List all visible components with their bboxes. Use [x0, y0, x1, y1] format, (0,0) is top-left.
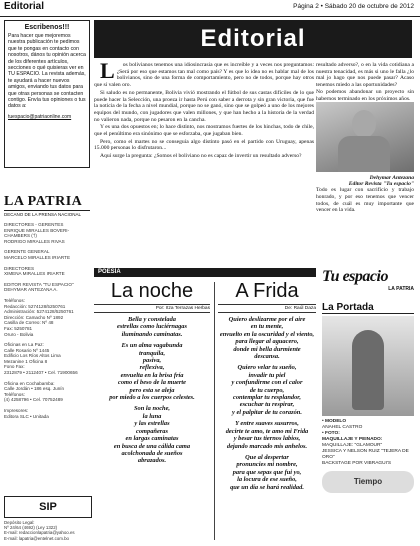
staff-line: Dirección: Camacho Nº 1892 — [4, 314, 64, 320]
poem-line: acolchonada de sueños — [121, 449, 183, 457]
poem-line: para que sepas que fui yo, — [232, 468, 302, 476]
section-title: Editorial — [4, 1, 45, 12]
poem-line: y confundirme con el calor — [231, 379, 303, 387]
poem-line: iluminando caminatas. — [121, 330, 183, 338]
photo-body-shape — [338, 136, 390, 172]
poem-line: como el beso de la muerte — [118, 379, 186, 387]
poem-line: abrazados. — [137, 457, 167, 465]
poem-line: Que al despertar — [245, 453, 289, 461]
staff-line: Teléfonos: — [4, 391, 25, 397]
poem-line: invadir tu piel — [248, 371, 286, 379]
staff-line: (4) 4258796 • Cel. 70752489 — [4, 397, 63, 403]
contact-box-title: Escribenos!!! — [24, 24, 70, 31]
poem-line: pasiva, — [142, 357, 162, 365]
sidebar — [4, 20, 90, 168]
staff-line: MARCELO MIRALLES IRIARTE — [4, 254, 71, 260]
editorial-article — [94, 62, 314, 262]
staff-list — [4, 222, 90, 492]
credit-line: • FOTO: — [322, 431, 340, 436]
staff-line: DIRECTORES - GERENTES — [4, 222, 64, 227]
poem-title: A Frida — [235, 280, 299, 302]
logo-title: LA PATRIA — [4, 194, 90, 211]
cover-credits — [322, 419, 414, 467]
poem-line: compañeras — [136, 427, 168, 435]
poem-title: La noche — [110, 280, 194, 302]
staff-line: Impresores: — [4, 408, 29, 414]
page-date: Página 2 • Sábado 20 de octubre de 2012 — [293, 3, 414, 10]
editor-photo — [316, 102, 414, 172]
brand-title: Tu espacio — [322, 268, 388, 285]
column-divider — [214, 282, 215, 540]
poem-lines — [94, 316, 210, 465]
staff-line: Teléfonos: — [4, 297, 25, 303]
article-paragraph: Si saludo es no permanente, Bolivia vivió mostrando el fútbol de sus castas difíciles de lo que puede hacer la Selección, una proeza ir hasta Perú con saber a derrota y sin gran victoria, que fue la noticia de la fecha a nivel mundial, porque no se ganó, sino que se golpeó a uno de los mejores equipos del mundo, con jugadores que valen millones, y que han hecho a la historia de la verdad no valieron nada, porque no pesaron en la cancha. — [94, 89, 314, 123]
staff-line: Oficinas en La Paz: — [4, 342, 44, 348]
staff-line: Administración: 5274128/5250761 — [4, 309, 74, 315]
poem-line: en tu mente, — [250, 323, 284, 331]
poem-line: por miedo a los cuerpos celestes. — [109, 394, 195, 402]
contact-box-text: Para hacer que mejoremos nuestra publicación te pedimos que te pongas en contacto con nosotros, dános tu opinión acerca de los diferentes artículos, secciones o qué quisieras ver en TU ESPACIO. La revista además, te ayudará a hacer nuevos amigos, enviando tus datos para que otras personas se contacten contigo. Envía tus opiniones o tus datos a: — [8, 33, 86, 110]
poem-line: que un día se hará realidad. — [230, 483, 304, 491]
cover-photo — [322, 316, 414, 416]
staff-line: XIMENA MIRALLES IRIARTE — [4, 271, 65, 277]
poem-line: decirte te amo, te amo mi Frida — [225, 427, 309, 435]
staff-line: GERENTE GENERAL — [4, 249, 50, 255]
staff-line: Edificio Los Ríos Altos Lima — [4, 353, 61, 359]
staff-line: Casilla de Correo: Nº 48 — [4, 320, 54, 326]
cover-model-shape — [352, 330, 384, 410]
credit-line: MAQUILLAJE Y PEINADO: — [322, 437, 383, 442]
poem-line: de tu cuerpo, — [249, 386, 285, 394]
poem-line: en largas caminatas — [125, 435, 179, 443]
poem-line: estrellas como luciérnagas — [117, 323, 187, 331]
footer-email-link[interactable]: E-mail: lapatria@entelnet.com.bo — [4, 535, 69, 541]
poem-line: Quiero deslizarme por el aire — [228, 316, 306, 323]
poetry-section-bar: POESÍA — [94, 268, 316, 277]
poem-line: y el palpitar de tu corazón. — [232, 408, 302, 416]
staff-line: Calle Rosario Nº 1445 — [4, 347, 50, 353]
staff-line: Mezanine 1 Oficina 8 — [4, 358, 48, 364]
staff-line: Calle Jordán • 186 esq. Junín — [4, 386, 65, 392]
staff-line: 2312879 • 2112407 • Cel. 71900656 — [4, 370, 78, 376]
staff-line: Oruro - Bolivia — [4, 331, 34, 337]
poem-line: en busca de una cálida cama — [113, 442, 191, 450]
article-paragraph: resultado adverso?, o en la vida cotidiana a nuestra tenacidad, es más si uno le falla ¿lo mal jo hago que nos puede pasar? Acaso tenemos miedo a las oportunidades? — [316, 62, 414, 89]
poem-a-frida — [218, 280, 316, 542]
staff-line: Redacción: 5274128/5250761 — [4, 303, 66, 309]
sip-logo: SIP — [4, 496, 92, 518]
newspaper-logo — [4, 194, 90, 217]
photo-head-shape — [352, 110, 376, 138]
staff-line: Editora SLC • Unitada — [4, 413, 49, 419]
staff-line: DIRECTORES — [4, 265, 35, 271]
poem-line: pronuncies mi nombre, — [236, 461, 298, 469]
legal-footer — [4, 520, 90, 541]
poem-byline: Por: Itza Terrazas Herbas — [94, 304, 210, 313]
poem-line: envuelta en la brisa fría — [120, 371, 184, 379]
photo-caption-name: Dehymar Antezana — [369, 175, 414, 182]
poem-line: Bella y constelada — [128, 316, 176, 323]
article-paragraph: Aquí surge la pregunta: ¿Somos el boliviano no es capaz de invertir un resultado adverso? — [100, 153, 302, 160]
drop-cap: L — [100, 62, 115, 83]
poem-line: Quiero velar tu sueño, — [237, 364, 297, 372]
editorial-banner — [94, 20, 412, 58]
staff-line: Oficina en Cochabamba: — [4, 380, 55, 386]
page-header — [0, 0, 420, 17]
credit-line: JESSICA Y NELSON RUIZ "TEJERA DE ORO" — [322, 449, 409, 460]
poem-line: escuchar tu respirar, — [239, 401, 295, 409]
poem-byline: De: Raúl Daza — [218, 304, 316, 313]
contact-box — [4, 20, 90, 168]
footer-email-link[interactable]: E-mail: redaccionlapatria@yahoo.es — [4, 530, 75, 536]
poem-line: descansa. — [254, 353, 280, 361]
credit-line: MAQUILLAJE: "GLAMOUR" — [322, 443, 383, 448]
logo-subtitle: DECANO DE LA PRENSA NACIONAL — [4, 212, 82, 217]
cover-section — [322, 302, 414, 493]
poem-line: Y entre suaves susurros, — [235, 420, 299, 428]
poem-line: para llegar al aguacero, — [235, 338, 299, 346]
credit-line: ANAHEL CASTRO — [322, 425, 363, 430]
staff-line: Fono Fax: — [4, 364, 25, 370]
poem-line: y besar tus tiernos labios, — [233, 435, 301, 443]
credit-line: BACKSTAGE POR VIBRAGUI'S — [322, 461, 392, 466]
poem-line: Son la noche, — [133, 405, 171, 413]
poem-line: Es un alma vagabunda — [121, 342, 183, 350]
banner-title: Editorial — [200, 25, 306, 52]
staff-line: ENRIQUE MIRALLES BOVERI-CHAMBERS (†) — [4, 227, 70, 239]
staff-line: RODRIGO MIRALLES RIVAS — [4, 238, 65, 244]
article-paragraph: Todo es lugar con sacrificio y trabajo honrado, y por eso tenemos que vencer todos, de cuál es muy importante que vencer en la vida. — [316, 187, 414, 214]
poem-line: tranquila, — [138, 349, 166, 357]
article-paragraph: os bolivianos tenemos una idiosincrasia que es increíble y a veces nos preguntamos: ¿Será por eso que estamos tan mal como país? Y es que lo idea no es hablar mal de los bolivianos, sino de una forma de comportamiento, pero no de todos, porque hay otros que sí valen oro. — [94, 62, 314, 89]
cover-heading: La Portada — [322, 302, 414, 314]
poem-line: reflexiva, — [139, 364, 165, 372]
poem-line: contemplar tu resplandor, — [233, 394, 301, 402]
article-paragraph: Pero, como el martes no se conseguía algo distinto pasó en el partido con Uruguay, apenas 15.000 personas lo disfrutaron... — [94, 138, 314, 152]
editorial-article-continued — [316, 62, 414, 262]
staff-line: DEHYMAR ANTEZANA A. — [4, 287, 58, 293]
poem-line: y las estrellas — [134, 420, 170, 428]
poem-line: la locura de ese sueño, — [237, 476, 297, 484]
poem-line: la luna — [142, 412, 162, 420]
poem-line: donde mi bella durmiente — [233, 345, 301, 353]
brand-subtitle: LA PATRIA — [388, 286, 414, 292]
credit-line: • MODELO — [322, 419, 347, 424]
photo-caption-role: Editor Revista "Tu espacio" — [348, 181, 414, 188]
poem-line: envuelto en la oscuridad y el viento, — [219, 330, 315, 338]
footer-line: Nº 24/64 (4692) (Ley 1322) — [4, 525, 58, 531]
poem-line: dejando marcado mis anhelos. — [226, 442, 308, 450]
staff-line: Fax: 5250781 — [4, 325, 33, 331]
article-paragraph: Y es una dos opuestos en; lo hace distinto, nos mostramos fuertes de los hinchas, todo de chile, que el penúltimo era sinónimo que se esforzaba, que jugaban bien. — [94, 124, 314, 138]
staff-line: EDITOR REVISTA "TU ESPACIO" — [4, 281, 74, 287]
footer-line: Depósito Legal: — [4, 520, 35, 525]
poem-line: pero esta se aleja — [129, 386, 175, 394]
poem-lines — [218, 316, 316, 491]
article-paragraph: No podemos abandonar un proyecto sin habernos terminado en los próximos años. — [316, 88, 414, 102]
tu-espacio-logo — [322, 268, 414, 300]
contact-email-link[interactable]: tuespacio@patriaonline.com — [8, 113, 72, 120]
poem-la-noche — [94, 280, 210, 542]
sponsor-logo: Tiempo — [322, 471, 414, 493]
